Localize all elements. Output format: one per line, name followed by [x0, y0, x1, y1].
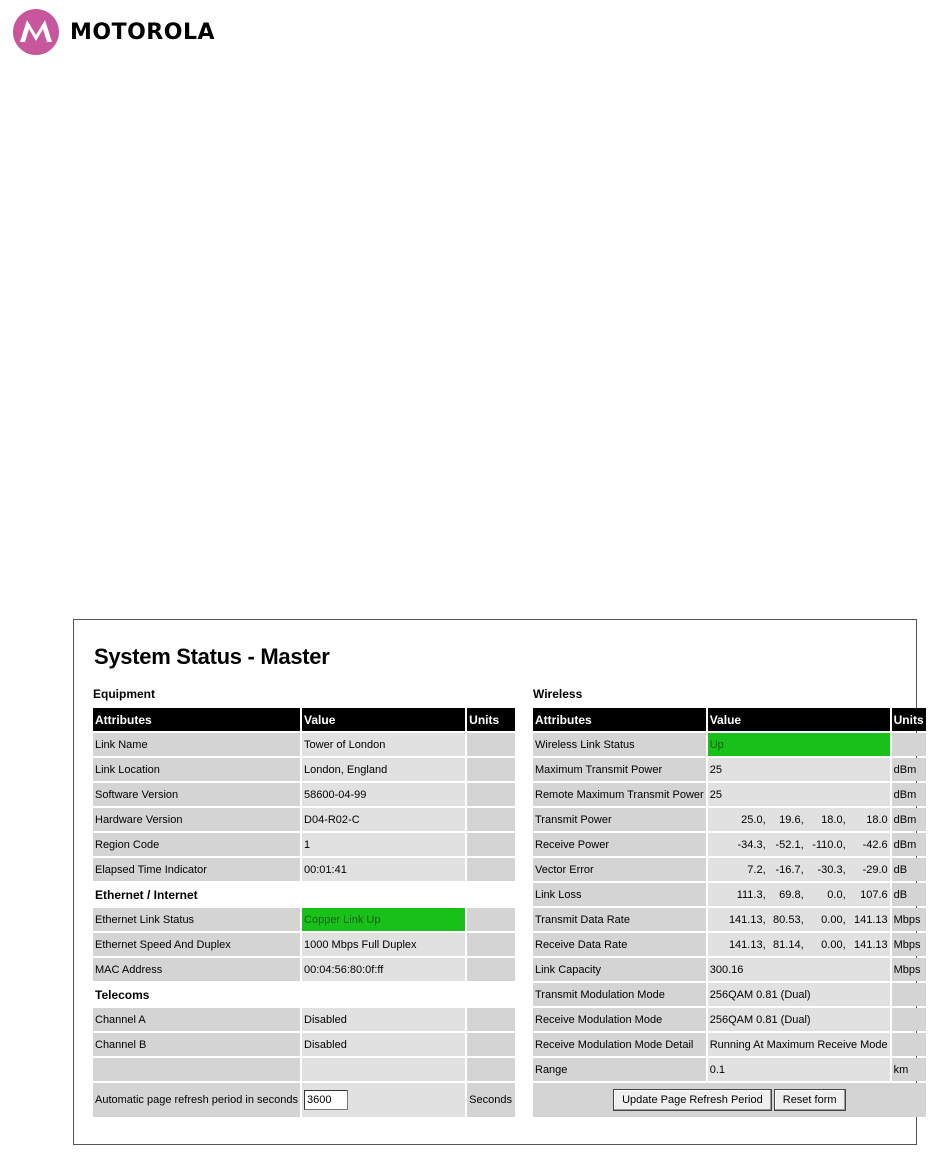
- button-row: [533, 1083, 926, 1117]
- row-multivalue: [708, 933, 890, 956]
- value-part: 0.00,: [821, 913, 846, 926]
- row-attr: Ethernet Link Status: [93, 908, 300, 931]
- value-part: 7.2,: [747, 863, 766, 876]
- table-row: [93, 958, 515, 981]
- row-units: [467, 783, 515, 806]
- motorola-batwing-icon: [12, 8, 60, 56]
- value-part: 80.53,: [773, 913, 804, 926]
- row-units: [892, 733, 926, 756]
- row-attr: Link Location: [93, 758, 300, 781]
- table-row: [533, 1033, 926, 1056]
- row-units: dB: [892, 883, 926, 906]
- row-attr: Link Name: [93, 733, 300, 756]
- row-value: 25: [708, 758, 890, 781]
- value-part: 0.0,: [827, 888, 846, 901]
- refresh-period-input[interactable]: [304, 1090, 348, 1110]
- row-units: Mbps: [892, 908, 926, 931]
- row-value: Disabled: [302, 1008, 465, 1031]
- header-value: Value: [302, 708, 465, 731]
- row-units: dBm: [892, 808, 926, 831]
- table-row: [93, 808, 515, 831]
- row-attr: MAC Address: [93, 958, 300, 981]
- row-value: Tower of London: [302, 733, 465, 756]
- header-attributes: Attributes: [93, 708, 300, 731]
- header-units: Units: [892, 708, 926, 731]
- empty-cell: [467, 1058, 515, 1081]
- row-attr: Vector Error: [533, 858, 706, 881]
- header-value: Value: [708, 708, 890, 731]
- table-row: [533, 858, 926, 881]
- row-attr: Ethernet Speed And Duplex: [93, 933, 300, 956]
- row-attr: Receive Modulation Mode: [533, 1008, 706, 1031]
- row-units: [892, 1008, 926, 1031]
- table-row: [533, 1008, 926, 1031]
- empty-row: [93, 1058, 515, 1081]
- row-attr: Hardware Version: [93, 808, 300, 831]
- table-row: [533, 1058, 926, 1081]
- value-part: -52.1,: [775, 838, 804, 851]
- equipment-header-row: [93, 708, 515, 731]
- table-row: [533, 783, 926, 806]
- row-value: Running At Maximum Receive Mode: [708, 1033, 890, 1056]
- refresh-row: [93, 1083, 515, 1117]
- row-value: 256QAM 0.81 (Dual): [708, 983, 890, 1006]
- table-row: [533, 833, 926, 856]
- row-attr: Receive Data Rate: [533, 933, 706, 956]
- row-attr: Transmit Modulation Mode: [533, 983, 706, 1006]
- row-value: D04-R02-C: [302, 808, 465, 831]
- reset-form-button[interactable]: Reset form: [774, 1089, 846, 1111]
- table-row: [93, 1008, 515, 1031]
- value-part: -110.0,: [812, 838, 846, 851]
- row-value: 1000 Mbps Full Duplex: [302, 933, 465, 956]
- table-row: [533, 983, 926, 1006]
- update-refresh-period-button[interactable]: Update Page Refresh Period: [613, 1089, 772, 1111]
- row-multivalue: [708, 883, 890, 906]
- telecoms-heading: Telecoms: [93, 983, 515, 1006]
- row-units: dBm: [892, 783, 926, 806]
- refresh-label: Automatic page refresh period in seconds: [93, 1083, 300, 1117]
- row-value: 00:01:41: [302, 858, 465, 881]
- value-part: -42.6: [862, 838, 888, 851]
- row-units: dBm: [892, 758, 926, 781]
- value-part: 19.6,: [779, 813, 804, 826]
- value-part: 81.14,: [773, 938, 804, 951]
- table-row: [533, 733, 926, 756]
- wireless-table: [531, 706, 928, 1119]
- row-units: Mbps: [892, 933, 926, 956]
- row-value: 00:04:56:80:0f:ff: [302, 958, 465, 981]
- refresh-input-cell: [302, 1083, 465, 1117]
- value-part: -30.3,: [817, 863, 846, 876]
- table-row: [93, 758, 515, 781]
- value-part: 25.0,: [741, 813, 766, 826]
- row-multivalue: [708, 808, 890, 831]
- row-attr: Wireless Link Status: [533, 733, 706, 756]
- page-title: System Status - Master: [94, 644, 330, 669]
- equipment-heading: Equipment: [93, 687, 155, 701]
- value-part: 18.0: [866, 813, 888, 826]
- section-row: [93, 983, 515, 1006]
- value-part: 141.13: [853, 938, 888, 951]
- wireless-status-badge: Up: [708, 733, 890, 756]
- row-attr: Remote Maximum Transmit Power: [533, 783, 706, 806]
- row-units: dB: [892, 858, 926, 881]
- table-row: [533, 908, 926, 931]
- table-row: [93, 933, 515, 956]
- row-attr: Channel B: [93, 1033, 300, 1056]
- row-attr: Elapsed Time Indicator: [93, 858, 300, 881]
- row-multivalue: [708, 858, 890, 881]
- table-row: [93, 783, 515, 806]
- ethernet-status-badge: Copper Link Up: [302, 908, 465, 931]
- row-value: 256QAM 0.81 (Dual): [708, 1008, 890, 1031]
- row-attr: Region Code: [93, 833, 300, 856]
- wireless-header-row: [533, 708, 926, 731]
- value-part: 107.6: [860, 888, 888, 901]
- row-value: 0.1: [708, 1058, 890, 1081]
- row-attr: Channel A: [93, 1008, 300, 1031]
- row-multivalue: [708, 833, 890, 856]
- table-row: [533, 883, 926, 906]
- row-units: [892, 1033, 926, 1056]
- row-attr: Link Capacity: [533, 958, 706, 981]
- row-units: [467, 933, 515, 956]
- equipment-column: [93, 682, 517, 1119]
- row-value: London, England: [302, 758, 465, 781]
- row-units: [467, 858, 515, 881]
- value-part: -29.0: [862, 863, 888, 876]
- row-attr: Link Loss: [533, 883, 706, 906]
- table-row: [93, 858, 515, 881]
- value-part: 111.3,: [736, 888, 766, 901]
- row-units: dBm: [892, 833, 926, 856]
- table-row: [93, 733, 515, 756]
- button-cell: [533, 1083, 926, 1117]
- row-units: [892, 983, 926, 1006]
- row-units: [467, 1008, 515, 1031]
- row-units: [467, 808, 515, 831]
- wireless-heading: Wireless: [533, 687, 583, 701]
- row-attr: Receive Modulation Mode Detail: [533, 1033, 706, 1056]
- equipment-table: [91, 706, 517, 1119]
- system-status-panel: [73, 619, 924, 1145]
- row-multivalue: [708, 908, 890, 931]
- empty-cell: [302, 1058, 465, 1081]
- row-units: [467, 833, 515, 856]
- wireless-column: [533, 682, 924, 1119]
- row-value: 1: [302, 833, 465, 856]
- row-units: km: [892, 1058, 926, 1081]
- table-row: [93, 908, 515, 931]
- row-value: 300.16: [708, 958, 890, 981]
- section-row: [93, 883, 515, 906]
- value-part: -16.7,: [775, 863, 804, 876]
- row-units: [467, 733, 515, 756]
- table-row: [533, 758, 926, 781]
- value-part: 141.13: [853, 913, 888, 926]
- table-row: [93, 1033, 515, 1056]
- refresh-units: Seconds: [467, 1083, 515, 1117]
- header-attributes: Attributes: [533, 708, 706, 731]
- ethernet-heading: Ethernet / Internet: [93, 883, 515, 906]
- value-part: 141.13,: [728, 913, 766, 926]
- row-units: Mbps: [892, 958, 926, 981]
- row-value: Disabled: [302, 1033, 465, 1056]
- row-attr: Transmit Power: [533, 808, 706, 831]
- row-attr: Receive Power: [533, 833, 706, 856]
- header-units: Units: [467, 708, 515, 731]
- value-part: 0.00,: [821, 938, 846, 951]
- row-value: 25: [708, 783, 890, 806]
- row-attr: Transmit Data Rate: [533, 908, 706, 931]
- empty-cell: [93, 1058, 300, 1081]
- value-part: -34.3,: [737, 838, 766, 851]
- row-units: [467, 1033, 515, 1056]
- row-attr: Range: [533, 1058, 706, 1081]
- value-part: 18.0,: [821, 813, 846, 826]
- table-row: [533, 808, 926, 831]
- logo-wordmark: MOTOROLA: [70, 19, 215, 45]
- value-part: 69.8,: [779, 888, 804, 901]
- row-value: 58600-04-99: [302, 783, 465, 806]
- motorola-logo: [12, 8, 215, 56]
- row-units: [467, 958, 515, 981]
- row-attr: Software Version: [93, 783, 300, 806]
- row-attr: Maximum Transmit Power: [533, 758, 706, 781]
- table-row: [93, 833, 515, 856]
- table-row: [533, 958, 926, 981]
- row-units: [467, 908, 515, 931]
- row-units: [467, 758, 515, 781]
- table-row: [533, 933, 926, 956]
- value-part: 141.13,: [728, 938, 766, 951]
